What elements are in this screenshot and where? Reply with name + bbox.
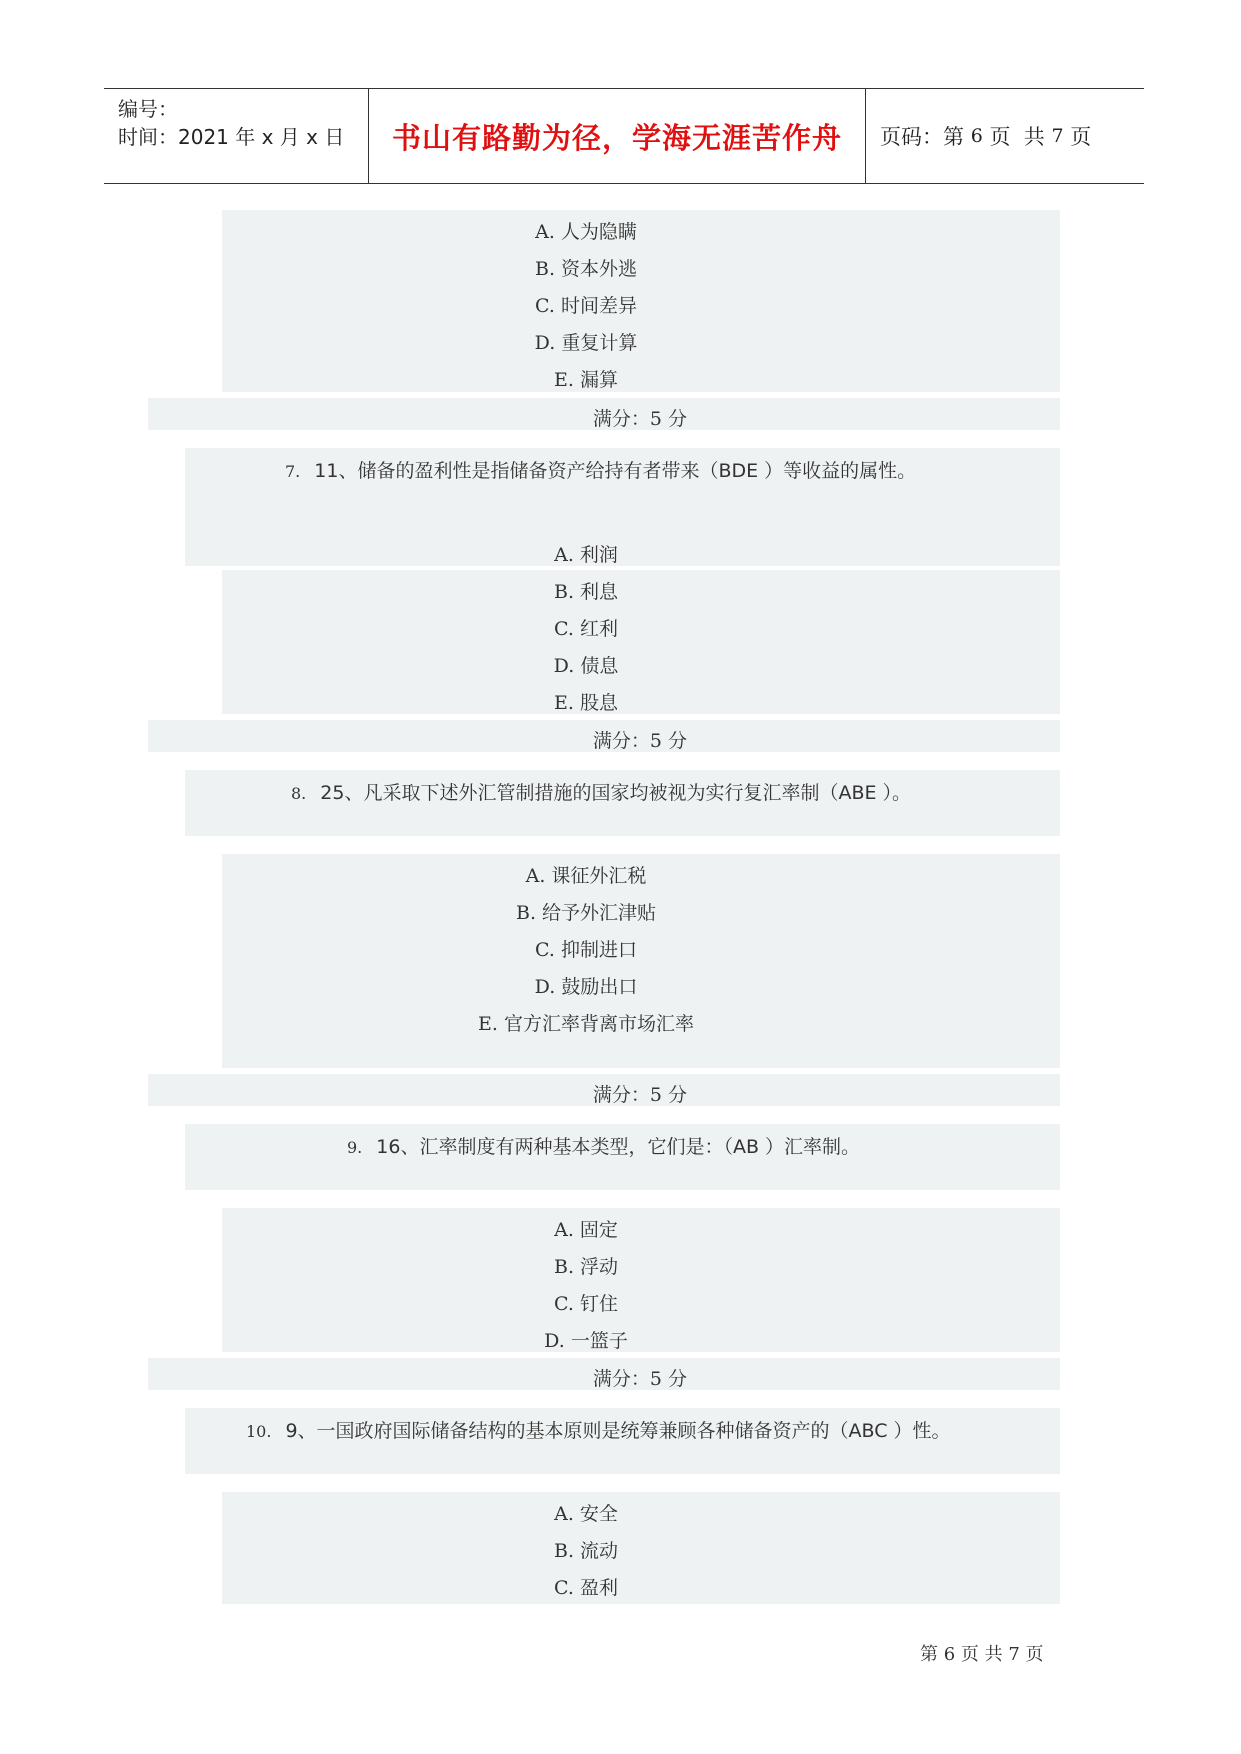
option-item: C. 抑制进口 xyxy=(535,939,637,961)
page-current: 6 xyxy=(970,125,983,147)
option-item: D. 重复计算 xyxy=(534,332,638,354)
header-info-cell xyxy=(104,89,369,183)
prev-options-box xyxy=(222,210,1060,392)
options-box xyxy=(222,1208,1060,1352)
options-box xyxy=(222,1492,1060,1604)
motto-cell xyxy=(369,89,866,183)
score-text: 满分：5 分 xyxy=(592,730,688,752)
page-total: 7 xyxy=(1051,125,1064,147)
option-item: A. 课征外汇税 xyxy=(525,865,647,887)
option-item: D. 一篮子 xyxy=(544,1330,628,1352)
option-item: B. 给予外汇津贴 xyxy=(515,902,657,924)
question-text xyxy=(285,456,916,483)
question-text xyxy=(246,1416,951,1443)
option-item: A. 利润 xyxy=(554,544,618,566)
question-body: 16、汇率制度有两种基本类型，它们是：（AB ）汇率制。 xyxy=(376,1136,861,1158)
option-item: C. 盈利 xyxy=(554,1577,618,1599)
question-number: 7. xyxy=(285,462,301,481)
options-box xyxy=(222,570,1060,714)
page-header xyxy=(104,88,1144,184)
option-item: C. 时间差异 xyxy=(535,295,637,317)
question-number: 10. xyxy=(246,1422,272,1441)
option-item: D. 鼓励出口 xyxy=(534,976,638,998)
motto: 书山有路勤为径，学海无涯苦作舟 xyxy=(391,120,842,155)
option-item: B. 浮动 xyxy=(553,1256,619,1278)
page-prefix: 页码：第 xyxy=(880,125,971,149)
option-item: B. 流动 xyxy=(553,1540,619,1562)
question-text xyxy=(291,778,911,805)
score-text: 满分：5 分 xyxy=(592,1368,688,1390)
page-mid: 页 共 xyxy=(982,125,1052,149)
time-label: 时间：2021 年 x 月 x 日 xyxy=(118,125,345,149)
page-suffix: 页 xyxy=(1063,125,1092,149)
option-item: A. 安全 xyxy=(554,1503,618,1525)
question-number: 9. xyxy=(347,1138,363,1157)
option-item: D. 债息 xyxy=(553,655,619,677)
question-body: 11、储备的盈利性是指储备资产给持有者带来（BDE ）等收益的属性。 xyxy=(314,460,917,482)
option-item: C. 红利 xyxy=(554,618,618,640)
option-item: E. 漏算 xyxy=(554,369,618,391)
option-item: E. 股息 xyxy=(554,692,618,714)
score-text: 满分：5 分 xyxy=(592,408,688,430)
serial-label: 编号： xyxy=(118,97,178,121)
page-number-cell xyxy=(866,89,1144,183)
question-body: 9、一国政府国际储备结构的基本原则是统筹兼顾各种储备资产的（ABC ）性。 xyxy=(285,1420,951,1442)
page-footer: 第 6 页 共 7 页 xyxy=(920,1644,1044,1665)
question-number: 8. xyxy=(291,784,307,803)
option-item: C. 钉住 xyxy=(554,1293,618,1315)
option-item: E. 官方汇率背离市场汇率 xyxy=(478,1013,694,1035)
question-text xyxy=(347,1132,860,1159)
option-item: A. 人为隐瞒 xyxy=(535,221,637,243)
option-item: B. 资本外逃 xyxy=(534,258,638,280)
score-text: 满分：5 分 xyxy=(592,1084,688,1106)
option-item: B. 利息 xyxy=(553,581,619,603)
question-body: 25、凡采取下述外汇管制措施的国家均被视为实行复汇率制（ABE ）。 xyxy=(320,782,912,804)
option-item: A. 固定 xyxy=(554,1219,618,1241)
